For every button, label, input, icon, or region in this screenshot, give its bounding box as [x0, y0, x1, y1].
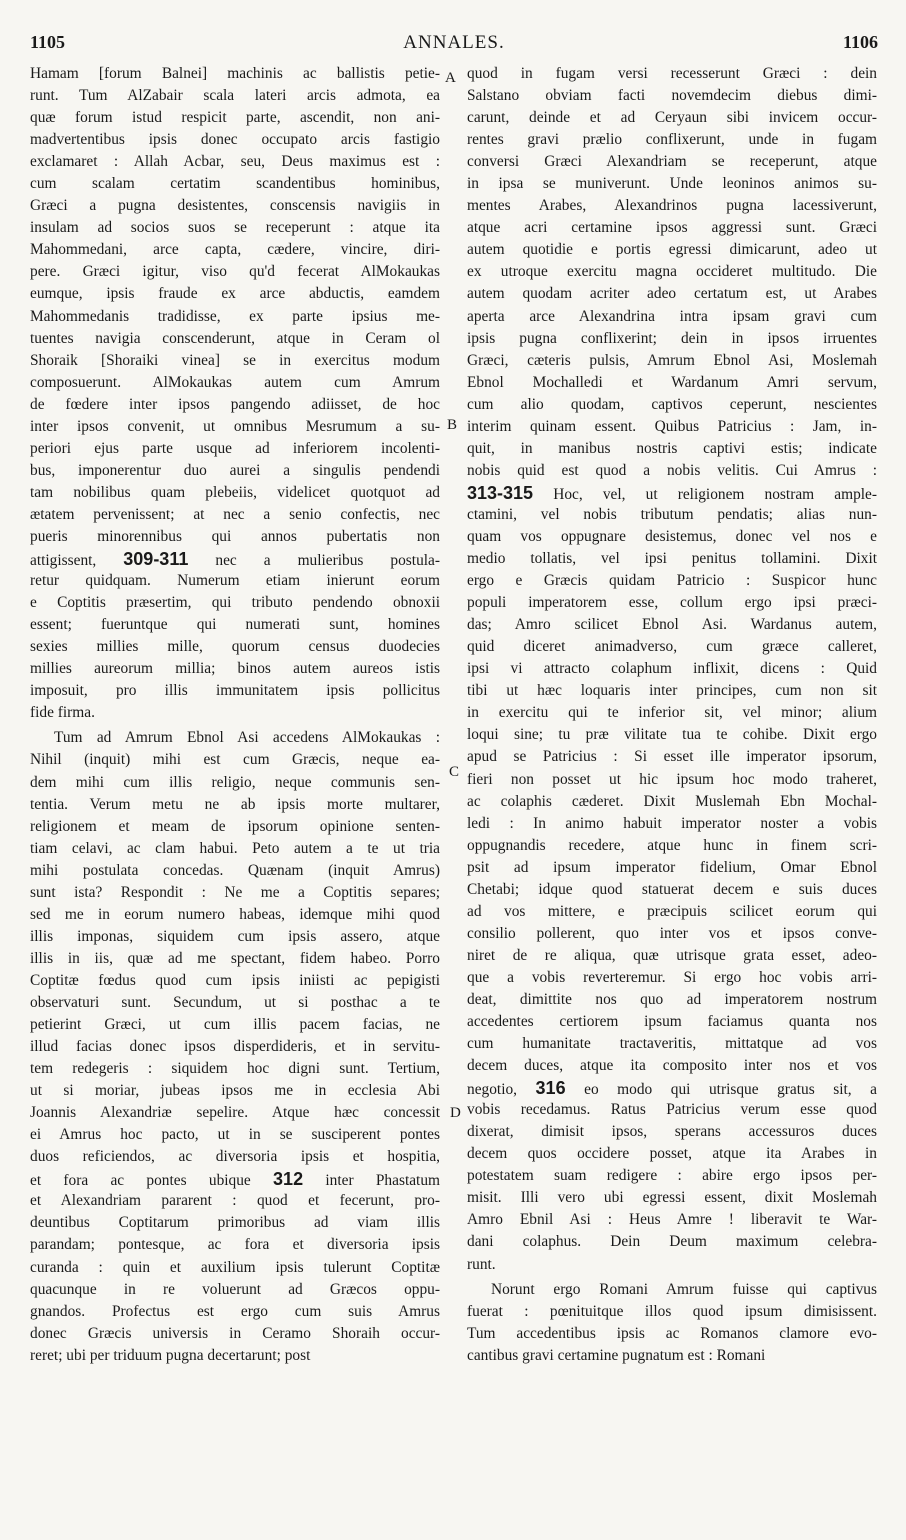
text-line: dani colaphus. Dein Deum maximum celebra-	[467, 1233, 877, 1251]
text-line: interim quinam essent. Quibus Patricius : Jam, in-	[467, 417, 877, 435]
text-line: sed me in eorum numero habeas, idemque mihi quod	[30, 905, 440, 923]
text-line: autem quotidie e portis egressi dimicarunt, adeo ut	[467, 241, 877, 259]
text-line: insulam ad socios suos se receperunt : atque ita	[30, 219, 440, 237]
text-line: cum humanitate tractaveritis, mittatque ad vos	[467, 1035, 877, 1053]
text-line: in exercitu qui te inferior sit, vel minor; alium	[467, 704, 877, 722]
text-line: essent; fueruntque qui numerati sunt, homines	[30, 616, 440, 634]
text-line: tentia. Verum metu ne ab ipsis morte multarer,	[30, 795, 440, 813]
text-line: atque acri certamine ipsos aggressi sunt. Græci	[467, 219, 877, 237]
text-line: dixerat, dimisit ipsos, sperans accessuros duces	[467, 1123, 877, 1141]
text-line: vobis recedamus. Ratus Patricius verum esse quod	[467, 1101, 877, 1119]
text-line: imposuit, pro illis immunitatem ipsis pollicitus	[30, 682, 440, 700]
text-line: ctamini, vel nobis tributum pendatis; alias nun-	[467, 505, 877, 523]
text-line: Græci, cæteris pulsis, Amrum Ebnol Asi, Moslemah	[467, 351, 877, 369]
section-marker-d: D	[450, 1105, 461, 1121]
text-line: et Alexandriam pararent : quod et fecerunt, pro-	[30, 1192, 440, 1210]
text-line: conversi Græci Alexandriam se receperunt, atque	[467, 153, 877, 171]
text-line: dem mihi cum illis religio, neque communis sen-	[30, 773, 440, 791]
text-line: duos reficiendos, ac diversoria ipsis et hospitia,	[30, 1148, 440, 1166]
text-line: periori ejus parte usque ad inferiorem incolenti-	[30, 439, 440, 457]
text-line: cum scalam certatim scandentibus hominibus,	[30, 175, 440, 193]
text-line: Amro Ebnil Asi : Heus Amre ! liberavit te War-	[467, 1211, 877, 1229]
text-line: observaturi sunt. Secundum, ut si posthac a te	[30, 993, 440, 1011]
text-line: petierint Græci, ut cum illis pacem facias, ne	[30, 1016, 440, 1034]
text-line: in ipsa se muniverunt. Unde leoninos animos su-	[467, 175, 877, 193]
text-line: quæ forum istud respicit parte, ascendit, non ani-	[30, 109, 440, 127]
text-line: attigissent, 309-311 nec a mulieribus postula-	[30, 549, 440, 570]
text-line: pere. Græci igitur, viso qu'd fecerat AlMokaukas	[30, 263, 440, 281]
reference-number: 313-315	[467, 482, 534, 503]
text-line: fide firma.	[30, 704, 95, 722]
section-marker-b: B	[447, 417, 458, 433]
text-line: eumque, ipsis fraude ex arce abductis, eamdem	[30, 285, 440, 303]
text-line: Salstano obviam facti novemdecim diebus dimi-	[467, 87, 877, 105]
text-line: millies aureorum millia; binos autem aureos istis	[30, 660, 440, 678]
text-line: aperta arce Alexandrina intra ipsam gravi cum	[467, 307, 877, 325]
page-number-left: 1105	[30, 32, 66, 52]
text-line: das; Amro scilicet Ebnol Asi. Wardanus autem,	[467, 616, 877, 634]
text-line: accedentes certiorem ipsum faciamus quanta nos	[467, 1013, 877, 1031]
section-marker-a: A	[445, 70, 456, 86]
text-line: Mahommedanis tradidisse, ex parte ipsius me-	[30, 307, 440, 325]
text-line: illis in iis, quæ ad me spectant, fidem habeo. Porro	[30, 949, 440, 967]
running-title: ANNALES.	[403, 32, 505, 53]
text-line: oppugnandis recedere, atque hunc in finem scri-	[467, 836, 877, 854]
text-line: ipsi vi attracto colaphum inflixit, dicens : Quid	[467, 660, 877, 678]
text-line: quit, in manibus nostris captivi estis; indicate	[467, 439, 877, 457]
text-line: tem redegeris : siquidem hoc digni sunt. Tertium,	[30, 1060, 440, 1078]
text-line: sexies millies mille, quorum census duodecies	[30, 638, 440, 656]
text-line: cantibus gravi certamine pugnatum est : Romani	[467, 1346, 766, 1364]
text-line: carunt, deinde et ad Ceryaun sibi invicem occur-	[467, 109, 877, 127]
text-line: medio tollatis, vel ipsi penitus tollamini. Dixit	[467, 550, 877, 568]
text-line: ac colaphis cæderet. Dixit Muslemah Ebn Mochal-	[467, 792, 877, 810]
text-line: deat, dimittite nos quo ad imperatorem nostrum	[467, 990, 877, 1008]
text-line: exclamaret : Allah Acbar, seu, Deus maximus est :	[30, 153, 440, 171]
text-line: decem duces, atque ita composito inter nos et vos	[467, 1057, 877, 1075]
text-line: ergo e Græcis quidam Patricio : Suspicor hunc	[467, 572, 877, 590]
left-text-column	[30, 63, 440, 1367]
text-line: quacunque in re voluerunt ad Græcos oppu-	[30, 1280, 440, 1298]
text-line: fieri non posset ut hic ipsum hoc modo traheret,	[467, 770, 877, 788]
text-line: Chetabi; idque quod statuerat decem e suis duces	[467, 880, 877, 898]
text-line: bus, imponerentur duo aurei a singulis pendendi	[30, 461, 440, 479]
text-line: ei Amrus hoc pacto, ut in se susciperent pontes	[30, 1126, 440, 1144]
text-line: 313-315 Hoc, vel, ut religionem nostram ample-	[467, 482, 877, 503]
text-line: ledi : In animo habuit imperator noster a vobis	[467, 814, 877, 832]
text-line: reret; ubi per triduum pugna decertarunt; post	[30, 1346, 311, 1364]
text-line: tam nobilibus quam plebeiis, videlicet quotquot ad	[30, 483, 440, 501]
text-line: sunt ista? Respondit : Ne me a Coptitis separes;	[30, 883, 440, 901]
text-line: donec Græcis universis in Ceramo Shoraih occur-	[30, 1324, 440, 1342]
text-line: quid diceret animadverso, cum græce calleret,	[467, 638, 877, 656]
text-line: runt. Tum AlZabair scala lateri arcis admota, ea	[30, 87, 440, 105]
text-line: ipsis pugna conflixerint; dein in ipsos irruentes	[467, 329, 877, 347]
text-line: religionem et meam de ipsorum opinione senten-	[30, 817, 440, 835]
text-line: cum alio quodam, captivos ceperunt, nescientes	[467, 395, 877, 413]
text-line: Hamam [forum Balnei] machinis ac ballistis petie-	[30, 65, 440, 82]
text-line: ætatem pervenissent; at nec a senio confectis, nec	[30, 505, 440, 523]
text-line: Tum ad Amrum Ebnol Asi accedens AlMokaukas :	[54, 729, 440, 747]
text-line: illud facias donec ipsos disperdideris, et in servitu-	[30, 1038, 440, 1056]
text-line: et fora ac pontes ubique 312 inter Phastatum	[30, 1169, 440, 1190]
right-text-column	[467, 63, 877, 1367]
text-line: Mahommedani, arce capta, cædere, vincire, diri-	[30, 241, 440, 259]
text-line: quam vos oppugnare desistemus, donec vel nos e	[467, 527, 877, 545]
reference-number: 309-311	[123, 549, 189, 570]
text-line: composuerunt. AlMokaukas autem cum Amrum	[30, 373, 440, 391]
text-line: negotio, 316 eo modo qui utrisque gratus sit, a	[467, 1078, 877, 1099]
text-line: Nihil (inquit) mihi est cum Græcis, neque ea-	[30, 751, 440, 769]
reference-number: 312	[273, 1169, 304, 1190]
text-line: Ebnol Mochalledi et Wardanum Amri servum,	[467, 373, 877, 391]
reference-number: 316	[535, 1078, 566, 1099]
text-line: tiam celavi, ac clam habui. Peto autem a te ut tria	[30, 839, 440, 857]
text-line: deuntibus Coptitarum primoribus ad viam illis	[30, 1214, 440, 1232]
text-line: inter ipsos convenit, ut omnibus Mesrumum a su-	[30, 417, 440, 435]
text-line: que a vobis reverteremur. Si ergo hoc vobis arri-	[467, 968, 877, 986]
text-line: psit ad ipsum imperator fidelium, Omar Ebnol	[467, 858, 877, 876]
text-line: gnandos. Profectus est ergo cum suis Amrus	[30, 1302, 440, 1320]
text-line: autem quodam acriter adeo certatum est, ut Arabes	[467, 285, 877, 303]
text-line: populi imperatorem esse, collum ergo ipsi præci-	[467, 594, 877, 612]
text-line: de fœdere inter ipsos pangendo adiisset, de hoc	[30, 395, 440, 413]
text-line: Tum accedentibus ipsis ac Romanos clamore evo-	[467, 1324, 877, 1342]
text-line: runt.	[467, 1255, 496, 1273]
text-line: quod in fugam versi recesserunt Græci : dein	[467, 65, 877, 82]
text-line: tibi ut hæc loquaris inter principes, cum non sit	[467, 682, 877, 700]
text-line: Norunt ergo Romani Amrum fuisse qui captivus	[491, 1280, 877, 1298]
text-line: mentes Arabes, Alexandrinos pugna lacessiverunt,	[467, 197, 877, 215]
text-line: ad vos mittere, e præcipuis scilicet eorum qui	[467, 902, 877, 920]
text-line: pueris minorennibus qui annos pubertatis non	[30, 527, 440, 545]
text-line: apud se Patricius : Si esset ille imperator ipsorum,	[467, 748, 877, 766]
text-line: Joannis Alexandriæ sepelire. Atque hæc concessit	[30, 1104, 440, 1122]
text-line: Græci a pugna desistentes, conscensis navigiis in	[30, 197, 440, 215]
text-line: e Coptitis præsertim, qui tributo pendendo obnoxii	[30, 594, 440, 612]
text-line: mihi postulata concedas. Quænam (inquit Amrus)	[30, 861, 440, 879]
text-line: parandam; pontesque, ac fora et diversoria ipsis	[30, 1236, 440, 1254]
page-number-right: 1106	[842, 32, 878, 52]
text-line: misit. Illi vero ubi egressi essent, dixit Moslemah	[467, 1189, 877, 1207]
text-line: madvertentibus ipsis donec occupato arcis fastigio	[30, 131, 440, 149]
text-line: nobis quid est quod a nobis velitis. Cui Amrus :	[467, 461, 877, 479]
text-line: loqui sine; tu præ vilitate tua te cohibe. Dixit ergo	[467, 726, 877, 744]
text-line: potestatem suam redigere : abire ergo ipsos per-	[467, 1167, 877, 1185]
section-marker-c: C	[449, 764, 460, 780]
text-line: niret de re aliqua, quæ utrisque grata esset, adeo-	[467, 946, 877, 964]
text-line: ex utroque exercitu magna occideret multitudo. Die	[467, 263, 877, 281]
text-line: consilio pollerent, quo inter vos et ipsos conve-	[467, 924, 877, 942]
text-line: Shoraik [Shoraiki vinea] se in exercitus modum	[30, 351, 440, 369]
text-line: decem quos occidere posset, atque ita Arabes in	[467, 1145, 877, 1163]
text-line: fuerat : pœnituitque illos quod ipsum dimisissent.	[467, 1302, 877, 1320]
text-line: curanda : quin et auxilium ipsis tulerunt Coptitæ	[30, 1258, 440, 1276]
text-line: retur quidquam. Numerum etiam inierunt eorum	[30, 572, 440, 590]
text-line: rentes gravi prælio conflixerunt, unde in fugam	[467, 131, 877, 149]
text-line: illis imponas, siquidem cum ipsis assero, atque	[30, 927, 440, 945]
page-header	[30, 28, 878, 56]
text-line: tuentes navigia conscenderunt, atque in Ceram ol	[30, 329, 440, 347]
text-line: Coptitæ fœdus quod cum ipsis iniisti ac pepigisti	[30, 971, 440, 989]
text-line: ut si moriar, jubeas ipsos me in ecclesia Abi	[30, 1082, 440, 1100]
